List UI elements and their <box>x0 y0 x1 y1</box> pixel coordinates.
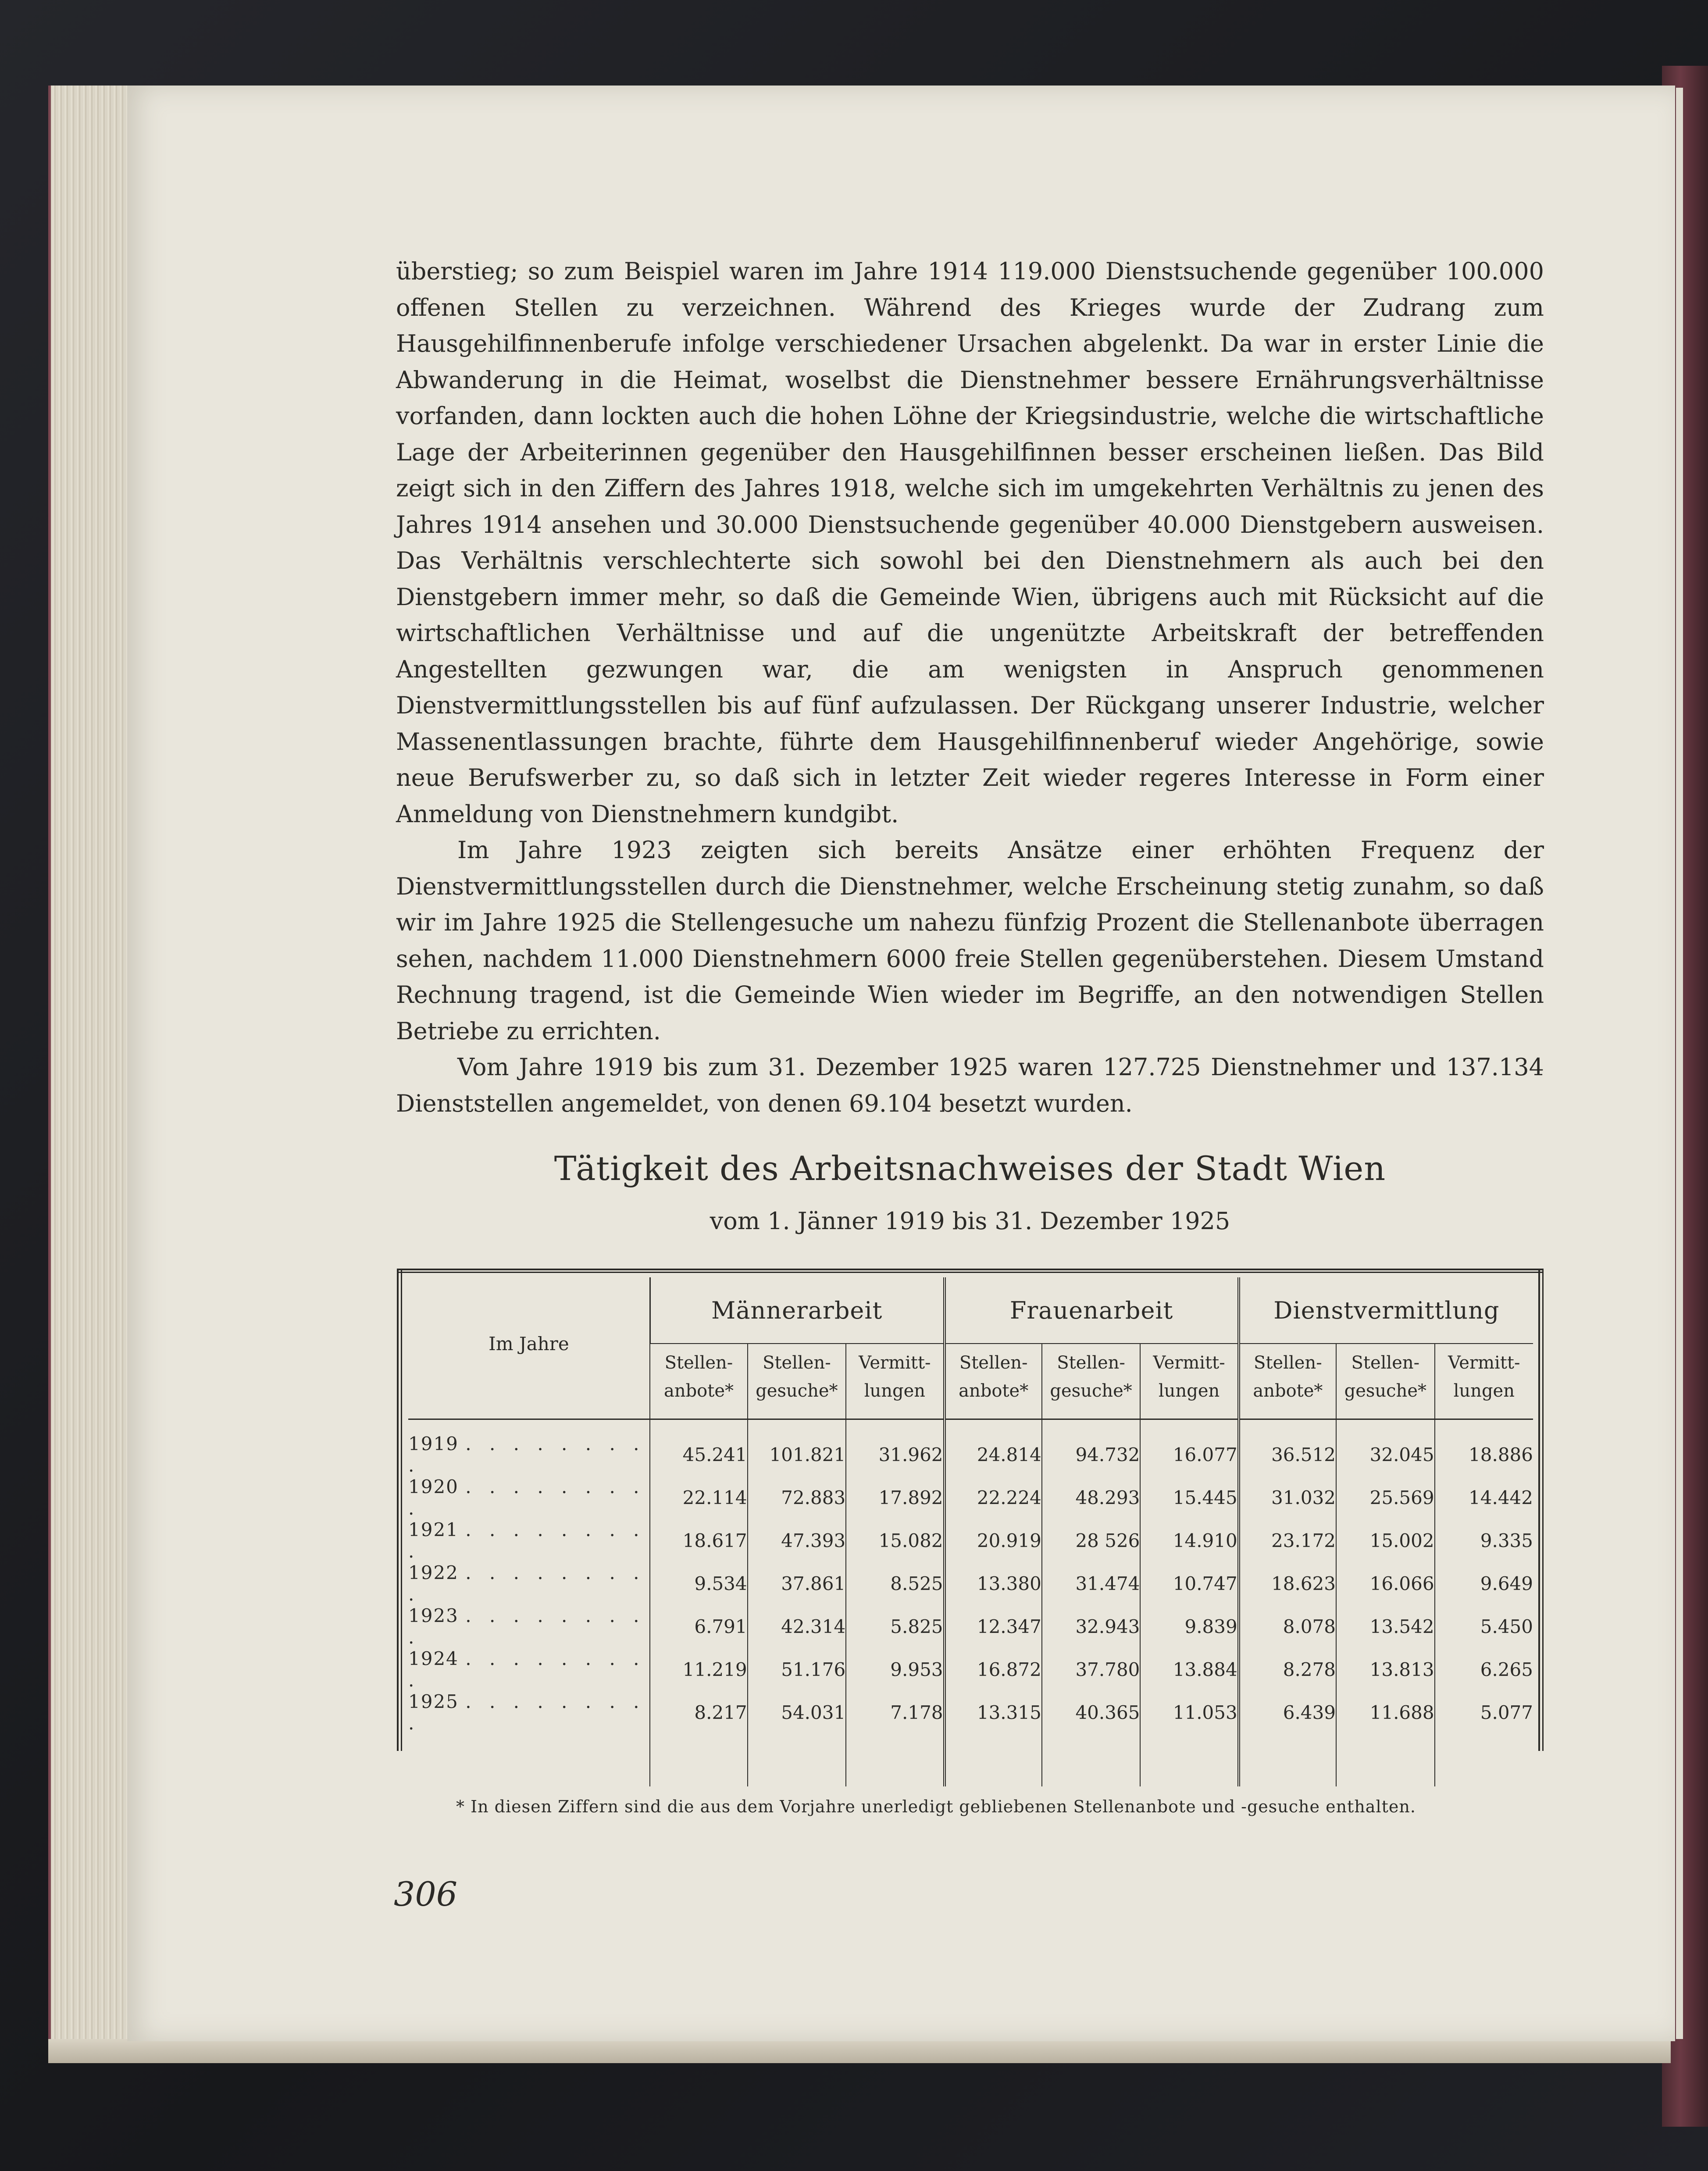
page-gutter <box>1676 88 1683 2039</box>
body-text <box>396 253 1544 1122</box>
table-row: 1920 . . . . . . . . . 22.114 72.883 17.892 22.224 48.293 15.445 31.032 25.569 14.442 <box>408 1476 1533 1519</box>
group-header-maennerarbeit: Männerarbeit <box>650 1277 944 1344</box>
page-number: 306 <box>394 1875 458 1914</box>
table-row: 1924 . . . . . . . . . 11.219 51.176 9.953 16.872 37.780 13.884 8.278 13.813 6.265 <box>408 1648 1533 1691</box>
subheader-stellenanbote: Stellen- anbote* <box>650 1344 747 1410</box>
table-footnote: * In diesen Ziffern sind die aus dem Vorjahre unerledigt gebliebenen Stellenanbote und -gesuche enthalten. <box>456 1797 1416 1816</box>
table-row: 1921 . . . . . . . . . 18.617 47.393 15.082 20.919 28 526 14.910 23.172 15.002 9.335 <box>408 1519 1533 1562</box>
subheader-stellengesuche: Stellen- gesuche* <box>1042 1344 1141 1410</box>
group-header-frauenarbeit: Frauenarbeit <box>945 1277 1239 1344</box>
subheader-vermittlungen: Vermitt- lungen <box>846 1344 944 1410</box>
table-row: 1925 . . . . . . . . . 8.217 54.031 7.178 13.315 40.365 11.053 6.439 11.688 5.077 <box>408 1691 1533 1734</box>
table-row: 1922 . . . . . . . . . 9.534 37.861 8.525 13.380 31.474 10.747 18.623 16.066 9.649 <box>408 1562 1533 1605</box>
subheader-vermittlungen: Vermitt- lungen <box>1435 1344 1533 1410</box>
subheader-stellengesuche: Stellen- gesuche* <box>1336 1344 1435 1410</box>
table-title: Tätigkeit des Arbeitsnachweises der Stadt Wien <box>554 1149 1386 1188</box>
paragraph-2: Im Jahre 1923 zeigten sich bereits Ansätze einer erhöhten Frequenz der Dienstvermittlungsstellen durch die Dienstnehmer, welche Erscheinung stetig zunahm, so daß wir im Jahre 1925 die Stellengesuche um nahezu fünfzig Prozent die Stellenanbote überragen sehen, nachdem 11.000 Dienstnehmern 6000 freie Stellen gegenüberstehen. Diesem Umstand Rechnung tragend, ist die Gemeinde Wien wieder im Begriffe, an den notwendigen Stellen Betriebe zu errichten. <box>396 836 1544 1045</box>
subheader-vermittlungen: Vermitt- lungen <box>1140 1344 1238 1410</box>
table-row: 1919 . . . . . . . . . 45.241 101.821 31.962 24.814 94.732 16.077 36.512 32.045 18.886 <box>408 1419 1533 1476</box>
year-column-header: Im Jahre <box>489 1333 569 1355</box>
statistics-table-frame <box>397 1269 1544 1751</box>
subheader-stellenanbote: Stellen- anbote* <box>945 1344 1042 1410</box>
group-header-dienstvermittlung: Dienstvermittlung <box>1239 1277 1533 1344</box>
statistics-table <box>408 1277 1533 1786</box>
table-subtitle: vom 1. Jänner 1919 bis 31. Dezember 1925 <box>710 1207 1230 1235</box>
paragraph-1: überstieg; so zum Beispiel waren im Jahre 1914 119.000 Dienstsuchende gegenüber 100.000 offenen Stellen zu verzeichnen. Während des Krieges wurde der Zudrang zum Hausgehilfinnenberufe infolge verschiedener Ursachen abgelenkt. Da war in erster Linie die Abwanderung in die Heimat, woselbst die Dienstnehmer bessere Ernährungsverhältnisse vorfanden, dann lockten auch die hohen Löhne der Kriegsindustrie, welche die wirtschaftliche Lage der Arbeiterinnen gegenüber den Hausgehilfinnen besser erscheinen ließen. Das Bild zeigt sich in den Ziffern des Jahres 1918, welche sich im umgekehrten Verhältnis zu jenen des Jahres 1914 ansehen und 30.000 Dienstsuchende gegenüber 40.000 Dienstgebern ausweisen. Das Verhältnis verschlechterte sich sowohl bei den Dienstnehmern als auch bei den Dienstgebern immer mehr, so daß die Gemeinde Wien, übrigens auch mit Rücksicht auf die wirtschaftlichen Verhältnisse und auf die ungenützte Arbeitskraft der betreffenden Angestellten gezwungen war, die am wenigsten in Anspruch genommenen Dienstvermittlungsstellen bis auf fünf aufzulassen. Der Rückgang unserer Industrie, welcher Massenentlassungen brachte, führte dem Hausgehilfinnenberuf wieder Angehörige, sowie neue Berufswerber zu, so daß sich in letzter Zeit wieder regeres Interesse in Form einer Anmeldung von Dienstnehmern kundgibt. <box>396 257 1544 828</box>
subheader-stellenanbote: Stellen- anbote* <box>1239 1344 1336 1410</box>
paragraph-3: Vom Jahre 1919 bis zum 31. Dezember 1925 waren 127.725 Dienstnehmer und 137.134 Dienststellen angemeldet, von denen 69.104 besetzt wurden. <box>396 1053 1544 1117</box>
table-top-rule <box>397 1269 1544 1273</box>
table-row: 1923 . . . . . . . . . 6.791 42.314 5.825 12.347 32.943 9.839 8.078 13.542 5.450 <box>408 1605 1533 1648</box>
subheader-stellengesuche: Stellen- gesuche* <box>748 1344 846 1410</box>
page-stack-bottom <box>48 2039 1671 2063</box>
table-left-rule <box>397 1269 402 1751</box>
table-right-rule <box>1538 1269 1544 1751</box>
